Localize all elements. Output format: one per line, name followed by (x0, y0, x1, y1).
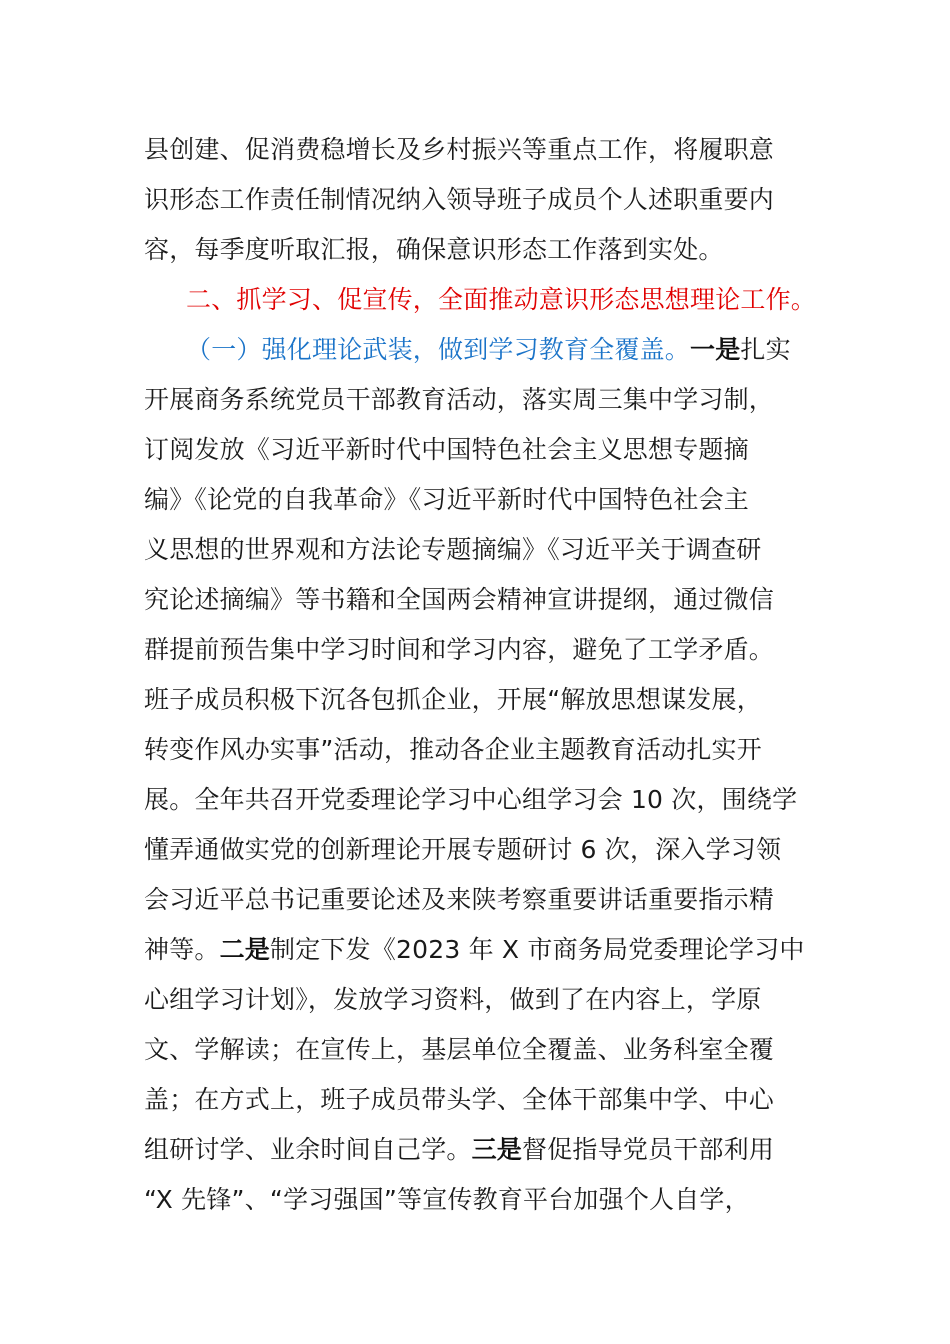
section-heading: 二、抓学习、促宣传，全面推动意识形态思想理论工作。 (186, 285, 817, 314)
paragraph-line: 义思想的世界观和方法论专题摘编》《习近平关于调查研 (144, 535, 762, 564)
paragraph-line: 编》《论党的自我革命》《习近平新时代中国特色社会主 (144, 485, 750, 514)
paragraph-line-with-marker (144, 1125, 774, 1175)
paragraph-line: 究论述摘编》等书籍和全国两会精神宣讲提纲，通过微信 (144, 585, 775, 614)
paragraph-line: 识形态工作责任制情况纳入领导班子成员个人述职重要内 (144, 185, 775, 214)
paragraph-line: 县创建、促消费稳增长及乡村振兴等重点工作，将履职意 (144, 135, 775, 164)
paragraph-text: 神等。 (144, 935, 220, 964)
paragraph-line: 会习近平总书记重要论述及来陕考察重要讲话重要指示精 (144, 885, 775, 914)
paragraph-line: 盖；在方式上，班子成员带头学、全体干部集中学、中心 (144, 1085, 775, 1114)
subsection-heading: （一）强化理论武装，做到学习教育全覆盖。 (186, 335, 691, 364)
paragraph-text: 组研讨学、业余时间自己学。 (144, 1135, 472, 1164)
paragraph-line: 开展商务系统党员干部教育活动，落实周三集中学习制， (144, 385, 775, 414)
item-marker-third: 三是 (471, 1135, 523, 1164)
paragraph-line: 订阅发放《习近平新时代中国特色社会主义思想专题摘 (144, 435, 749, 464)
paragraph-line: 转变作风办实事”活动，推动各企业主题教育活动扎实开 (144, 735, 762, 764)
paragraph-line: 展。全年共召开党委理论学习中心组学习会 10 次，围绕学 (144, 785, 798, 814)
paragraph-line: 班子成员积极下沉各包抓企业，开展“解放思想谋发展， (144, 685, 762, 714)
paragraph-line: 文、学解读；在宣传上，基层单位全覆盖、业务科室全覆 (144, 1035, 775, 1064)
paragraph-text: 扎实 (740, 335, 791, 364)
paragraph-text: 制定下发《2023 年 X 市商务局党委理论学习中 (270, 935, 805, 964)
paragraph-line-with-marker (144, 925, 805, 975)
item-marker-second: 二是 (219, 935, 271, 964)
paragraph-line: 心组学习计划》，发放学习资料，做到了在内容上，学原 (144, 985, 762, 1014)
paragraph-line: 群提前预告集中学习时间和学习内容，避免了工学矛盾。 (144, 635, 775, 664)
subsection-heading-line (186, 325, 791, 375)
paragraph-line: 容，每季度听取汇报，确保意识形态工作落到实处。 (144, 235, 724, 264)
paragraph-line: 懂弄通做实党的创新理论开展专题研讨 6 次，深入学习领 (144, 835, 782, 864)
item-marker-first: 一是 (690, 335, 741, 364)
paragraph-text: 督促指导党员干部利用 (522, 1135, 775, 1164)
paragraph-line: “X 先锋”、“学习强国”等宣传教育平台加强个人自学， (144, 1185, 750, 1214)
